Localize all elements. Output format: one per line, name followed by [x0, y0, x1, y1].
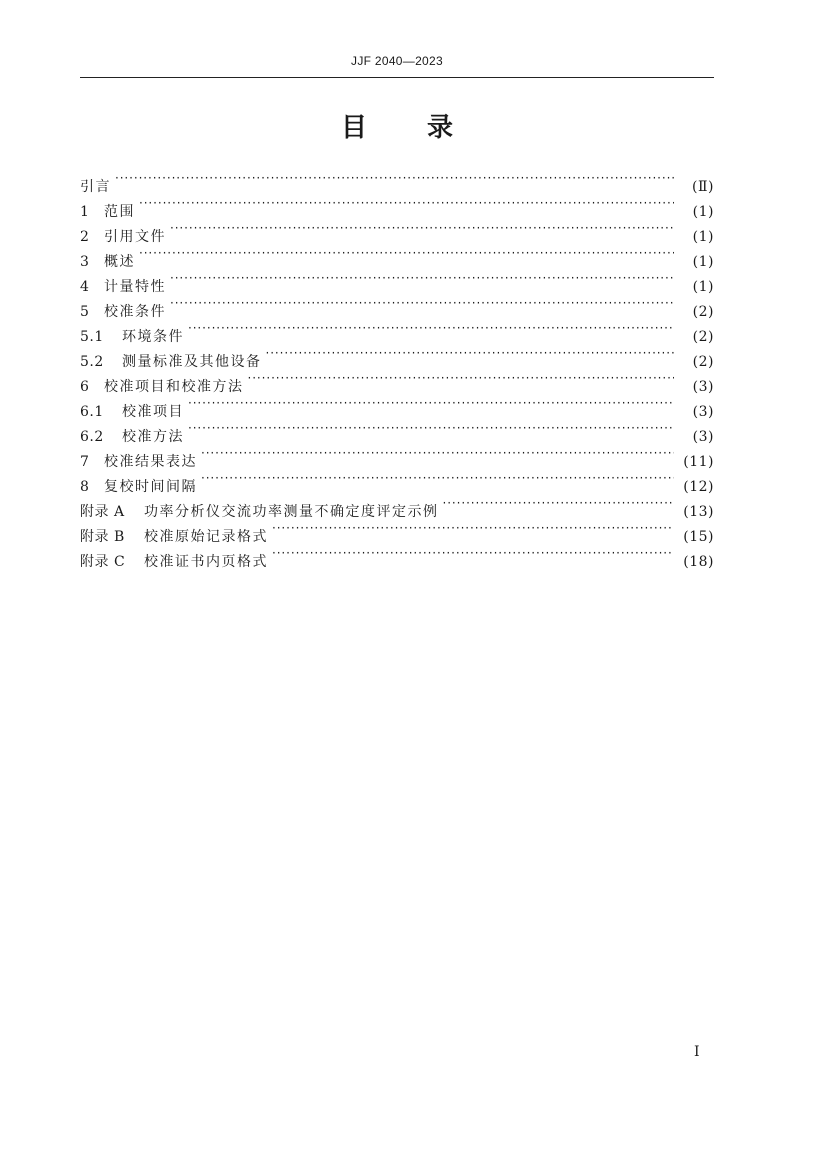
toc-entry-page: (1) [692, 279, 714, 295]
toc-entry-page: (1) [692, 254, 714, 270]
toc-entry-number: 5.1 [80, 329, 104, 345]
toc-entry-number: 附录 A [80, 504, 125, 520]
toc-entry-title: 校准证书内页格式 [144, 554, 268, 570]
toc-entry-page: (3) [692, 429, 714, 445]
toc-entry-page: (3) [692, 404, 714, 420]
toc-leader-dots [115, 166, 674, 191]
toc-entry-3[interactable] [80, 241, 714, 270]
toc-entry-number: 8 [80, 479, 90, 495]
toc-entry-page: (2) [692, 304, 714, 320]
toc-entry-title: 引言 [80, 179, 111, 195]
toc-leader-dots [248, 366, 675, 391]
document-code-header: JJF 2040—2023 [351, 54, 443, 68]
toc-entry-introduction[interactable] [80, 166, 714, 195]
toc-entry-number: 3 [80, 254, 90, 270]
toc-entry-title: 校准条件 [104, 304, 166, 320]
toc-leader-dots [201, 466, 674, 491]
toc-leader-dots [139, 191, 674, 216]
toc-entry-title: 功率分析仪交流功率测量不确定度评定示例 [144, 504, 439, 520]
toc-entry-number: 7 [80, 454, 90, 470]
toc-entry-page: (2) [692, 354, 714, 370]
toc-entry-title: 校准原始记录格式 [144, 529, 268, 545]
toc-leader-dots [170, 216, 674, 241]
toc-leader-dots [266, 341, 675, 366]
toc-entry-page: (18) [683, 554, 714, 570]
toc-leader-dots [188, 316, 674, 341]
toc-entry-number: 附录 C [80, 554, 126, 570]
page-title [80, 110, 714, 146]
toc-entry-page: (11) [683, 454, 714, 470]
toc-entry-title: 环境条件 [122, 329, 184, 345]
toc-entry-title: 校准结果表达 [104, 454, 197, 470]
toc-entry-number: 5.2 [80, 354, 104, 370]
toc-leader-dots [272, 516, 674, 541]
toc-entry-title: 计量特性 [104, 279, 166, 295]
toc-entry-number: 6 [80, 379, 90, 395]
toc-leader-dots [170, 291, 674, 316]
toc-entry-page: (1) [692, 229, 714, 245]
toc-leader-dots [170, 266, 674, 291]
toc-entry-4[interactable] [80, 266, 714, 295]
toc-entry-title: 校准项目 [122, 404, 184, 420]
toc-entry-title: 复校时间间隔 [104, 479, 197, 495]
toc-leader-dots [188, 416, 674, 441]
toc-leader-dots [272, 541, 674, 566]
toc-entry-number: 附录 B [80, 529, 125, 545]
toc-entry-title: 概述 [104, 254, 135, 270]
toc-entry-number: 2 [80, 229, 90, 245]
toc-leader-dots [139, 241, 674, 266]
toc-entry-number: 1 [80, 204, 90, 220]
toc-entry-1[interactable] [80, 191, 714, 220]
header-divider [80, 77, 714, 78]
toc-entry-title: 测量标准及其他设备 [122, 354, 262, 370]
toc-leader-dots [201, 441, 674, 466]
toc-entry-title: 校准项目和校准方法 [104, 379, 244, 395]
toc-entry-title: 范围 [104, 204, 135, 220]
toc-entry-number: 5 [80, 304, 90, 320]
toc-entry-page: (1) [692, 204, 714, 220]
toc-leader-dots [188, 391, 674, 416]
toc-entry-number: 6.1 [80, 404, 104, 420]
toc-entry-page: (3) [692, 379, 714, 395]
toc-entry-5[interactable] [80, 291, 714, 320]
toc-entry-page: (15) [683, 529, 714, 545]
toc-entry-number: 4 [80, 279, 90, 295]
page-number: Ⅰ [694, 1044, 700, 1060]
toc-entry-title: 引用文件 [104, 229, 166, 245]
toc-entry-page: (Ⅱ) [692, 179, 714, 195]
toc-entry-page: (12) [683, 479, 714, 495]
toc-entry-5-1[interactable] [80, 316, 714, 345]
toc-entry-page: (13) [683, 504, 714, 520]
toc-leader-dots [443, 491, 675, 516]
title-char-2: 录 [427, 113, 454, 143]
toc-entry-title: 校准方法 [122, 429, 184, 445]
toc-entry-2[interactable] [80, 216, 714, 245]
table-of-contents [80, 166, 714, 570]
toc-entry-page: (2) [692, 329, 714, 345]
title-char-1: 目 [340, 113, 367, 143]
toc-entry-number: 6.2 [80, 429, 104, 445]
